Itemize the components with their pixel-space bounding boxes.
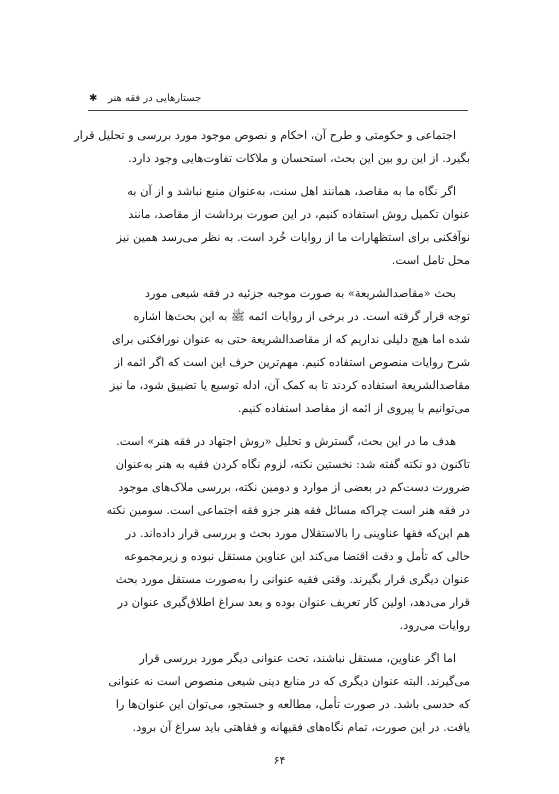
text-line: اما اگر عناوین، مستقل نباشند، تحت عنوانی دیگر مورد بررسی قرار <box>139 651 456 665</box>
text-line: حالی که تأمل و دقت اقتضا می‌کند این عناوین مستقل نبوده و زیرمجموعه <box>124 549 470 563</box>
header-divider <box>88 110 468 111</box>
text-line: شده اما هیچ دلیلی نداریم که از مقاصدالشریعة حتی به عنوان نورافکنی برای <box>111 332 470 346</box>
paragraph <box>72 124 470 170</box>
text-line: هم این‌که فقها عناوینی را بالاستقلال مورد بحث و بررسی قرار داده‌اند. در <box>125 526 470 540</box>
paragraph <box>72 430 470 637</box>
text-line: می‌توانیم با پیروی از ائمه از مقاصد استفاده کنیم. <box>237 401 470 415</box>
paragraph-gap <box>72 637 470 647</box>
text-line: مقاصدالشریعة استفاده کردند تا به کمک آن، ادله توسیع یا تضییق شود، ما نیز <box>109 378 470 392</box>
text-line: بگیرد. از این رو بین این بحث، استحسان و ملاکات تفاوت‌هایی وجود دارد. <box>128 151 470 165</box>
running-header <box>0 92 559 112</box>
paragraph <box>72 282 470 420</box>
text-line: محل تامل است. <box>391 253 470 267</box>
text-line: اجتماعی و حکومتی و طرح آن، احکام و نصوص موجود مورد بررسی و تحلیل قرار <box>74 128 456 142</box>
text-line: هدف ما در این بحث، گسترش و تحلیل «روش اجتهاد در فقه هنر» است. <box>116 434 456 448</box>
text-line: که حدسی باشد. در صورت تأمل، مطالعه و جستجو، می‌توان این عنوان‌ها را <box>115 697 470 711</box>
paragraph <box>72 647 470 739</box>
text-line: تاکنون دو نکته گفته شد: نخستین نکته، لزوم نگاه کردن فقیه به هنر به‌عنوان <box>115 457 470 471</box>
text-line: روایات می‌رود. <box>399 618 470 632</box>
text-line: عنوان تکمیل روش استفاده کنیم، در این صورت برداشت از مقاصد، مانند <box>128 207 470 221</box>
header-title: جستارهایی در فقه هنر <box>108 93 202 104</box>
text-line: ضرورت دست‌کم در بعضی از موارد و دومین نکته، بررسی ملاک‌های موجود <box>118 480 470 494</box>
paragraph-gap <box>72 420 470 430</box>
header-ornament-icon: ✱ <box>89 93 98 104</box>
text-line: اگر نگاه ما به مقاصد، همانند اهل سنت، به‌عنوان منبع نباشد و از آن به <box>127 184 456 198</box>
body-text <box>72 124 470 739</box>
text-line: در فقه هنر است چراکه مسائل فقه هنر جزو فقه اجتماعی است. سومین نکته <box>106 503 470 517</box>
page-number: ۶۴ <box>273 754 286 767</box>
text-line: شرح روایات منصوص استفاده کنیم. مهم‌ترین حرف این است که اگر ائمه از <box>114 355 470 369</box>
text-line: نوآفکنی برای استظهارات ما از روایات خُرد است. به نظر می‌رسد همین نیز <box>116 230 470 244</box>
text-line: می‌گیرند. البته عنوان دیگری که در منابع دینی شیعی منصوص است نه عنوانی <box>108 674 470 688</box>
text-line: یافت. در این صورت، تمام نگاه‌های فقیهانه و فقاهتی باید سراغ آن برود. <box>132 720 470 734</box>
text-line: قرار می‌دهد، اولین کار تعریف عنوان بوده و بعد سراغ اطلاق‌گیری عنوان در <box>117 595 470 609</box>
text-line: بحث «مقاصدالشریعة» به صورت موجبه جزئیه در فقه شیعی مورد <box>144 286 456 300</box>
paragraph-gap <box>72 170 470 180</box>
text-line: عنوان دیگری قرار بگیرند. وقتی فقیه عنوانی را به‌صورت مستقل مورد بحث <box>115 572 470 586</box>
text-line: توجه قرار گرفته است. در برخی از روایات ائمه ﷺ به این بحث‌ها اشاره <box>133 309 470 323</box>
paragraph-gap <box>72 272 470 282</box>
paragraph <box>72 180 470 272</box>
